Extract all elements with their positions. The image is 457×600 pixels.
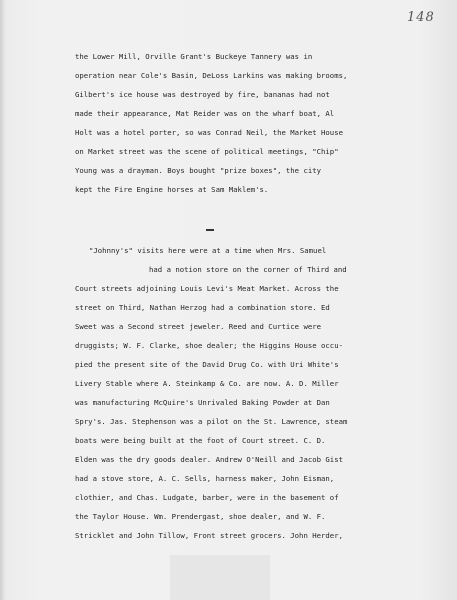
text-line: on Market street was the scene of political meetings, "Chip"	[75, 147, 339, 156]
text-line: druggists; W. F. Clarke, shoe dealer; the Higgins House occu-	[75, 341, 343, 350]
text-line: Livery Stable where A. Steinkamp & Co. are now. A. D. Miller	[75, 379, 339, 388]
text-line: kept the Fire Engine horses at Sam Maklem's.	[75, 185, 269, 194]
text-line: Holt was a hotel porter, so was Conrad Neil, the Market House	[75, 128, 343, 137]
text-line: street on Third, Nathan Herzog had a combination store. Ed	[75, 303, 330, 312]
text-line: pied the present site of the David Drug Co. with Uri White's	[75, 360, 339, 369]
text-line: Sweet was a Second street jeweler. Reed and Curtice were	[75, 322, 322, 331]
text-line: operation near Cole's Basin, DeLoss Larkins was making brooms,	[75, 71, 348, 80]
text-line: Young was a drayman. Boys bought "prize boxes", the city	[75, 166, 322, 175]
text-line: made their appearance, Mat Reider was on the wharf boat, Al	[75, 109, 335, 118]
text-line: Court streets adjoining Louis Levi's Meat Market. Across the	[75, 284, 339, 293]
text-line: clothier, and Chas. Ludgate, barber, were in the basement of	[75, 493, 339, 502]
text-line: the Taylor House. Wm. Prendergast, shoe dealer, and W. F.	[75, 512, 326, 521]
text-line: "Johnny's" visits here were at a time when Mrs. Samuel	[89, 246, 327, 255]
text-line: had a stove store, A. C. Sells, harness maker, John Eisman,	[75, 474, 335, 483]
text-line: Elden was the dry goods dealer. Andrew O'Neill and Jacob Gist	[75, 455, 343, 464]
text-line: boats were being built at the foot of Court street. C. D.	[75, 436, 326, 445]
text-line: Gilbert's ice house was destroyed by fire, bananas had not	[75, 90, 330, 99]
paragraph-1	[75, 47, 420, 199]
text-line: had a notion store on the corner of Third and	[149, 265, 347, 274]
text-line: the Lower Mill, Orville Grant's Buckeye Tannery was in	[75, 52, 313, 61]
text-line: was manufacturing McQuire's Unrivaled Baking Powder at Dan	[75, 398, 330, 407]
section-separator	[206, 229, 214, 231]
paper-shading	[170, 555, 270, 600]
text-line: Spry's. Jas. Stephenson was a pilot on the St. Lawrence, steam	[75, 417, 348, 426]
page-number: 148	[407, 10, 435, 25]
text-line: Stricklet and John Tillow, Front street grocers. John Herder,	[75, 531, 343, 540]
paragraph-2	[75, 241, 420, 545]
